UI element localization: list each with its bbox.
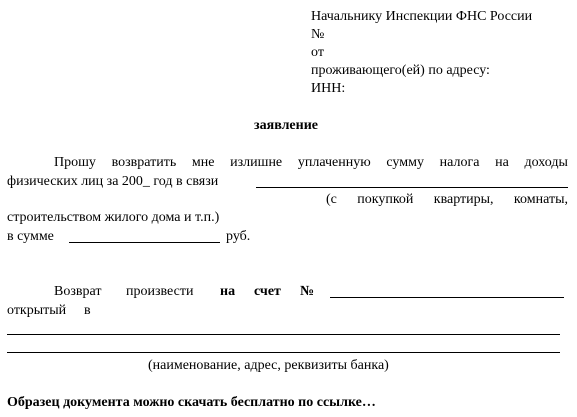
word: доходы [524,155,568,170]
bank-hint: (наименование, адрес, реквизиты банка) [148,358,389,373]
sum-blank-line [69,242,220,243]
document-title: заявление [254,118,318,133]
word: возвратить [111,155,177,170]
refund-word: произвести [126,284,194,299]
word: на [495,155,509,170]
word: уплаченную [297,155,371,170]
reason-hint-line-2: строительством жилого дома и т.п.) [7,210,220,225]
refund-word: Возврат [54,284,102,299]
refund-bold-word: на [220,284,236,299]
word: комнаты, [513,192,568,207]
refund-bold-word: счет [254,284,281,299]
addressee-line: Начальнику Инспекции ФНС России [311,9,533,24]
address-label: проживающего(ей) по адресу: [311,63,490,78]
account-blank-line [330,297,564,298]
inn-label: ИНН: [311,81,346,96]
opened-label: открытый [7,303,67,318]
word: покупкой [357,192,414,207]
refund-bold-word: № [300,284,315,299]
bank-blank-line-1 [7,334,560,335]
reason-hint-line-1 [326,192,568,208]
number-sign: № [311,27,325,42]
word: (с [326,192,337,207]
word: налога [439,155,480,170]
request-line-2: физических лиц за 200_ год в связи [7,174,219,189]
from-label: от [311,45,324,60]
word: квартиры, [433,192,494,207]
word: излишне [230,155,283,170]
word: мне [191,155,215,170]
currency-label: руб. [226,229,251,244]
download-note: Образец документа можно скачать бесплатно по ссылке… [7,395,376,410]
bank-blank-line-2 [7,352,560,353]
reason-blank-line [256,187,568,188]
request-line-1 [54,155,568,171]
word: Прошу [54,155,96,170]
sum-label: в сумме [7,229,54,244]
word: сумму [386,155,424,170]
opened-label-in: в [84,303,91,318]
